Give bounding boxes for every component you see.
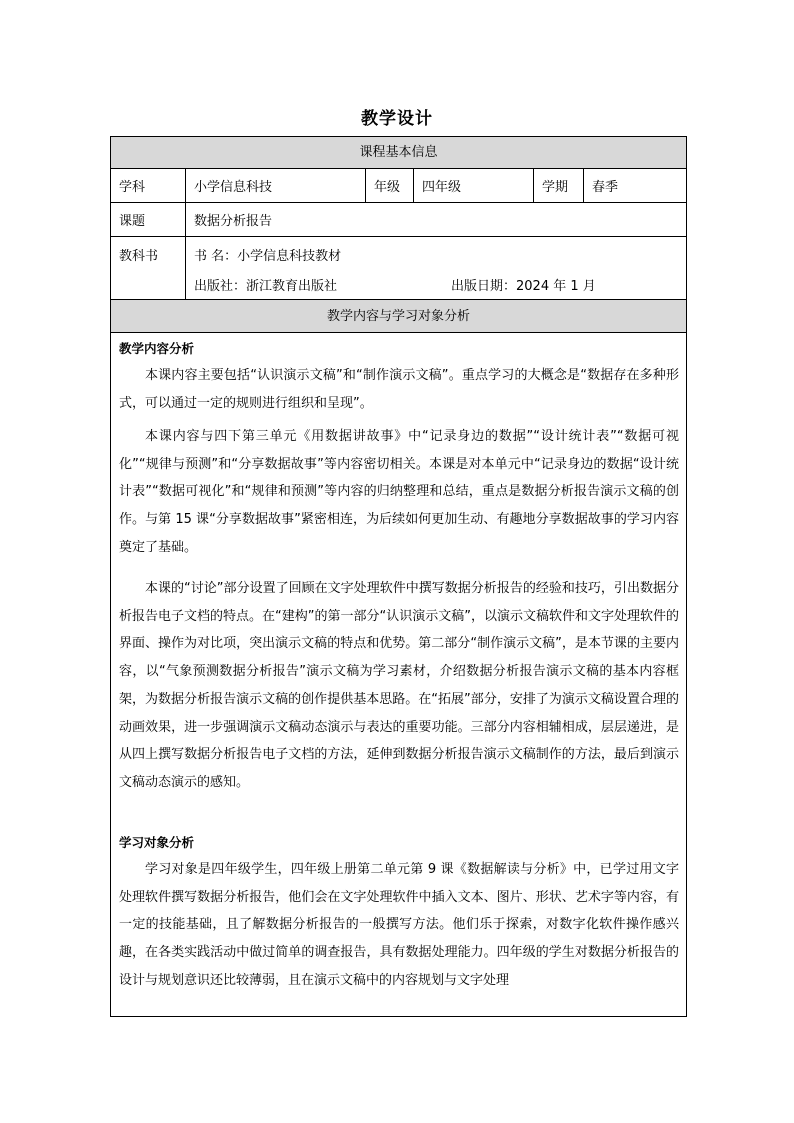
content-paragraph: 本课内容主要包括“认识演示文稿”和“制作演示文稿”。重点学习的大概念是“数据存在多种形式，可以通过一定的规则进行组织和呈现”。 [119,368,679,411]
content-analysis-heading: 教学内容分析 [119,341,195,356]
subject-value: 小学信息科技 [186,169,366,202]
topic-row [111,203,686,237]
lesson-plan-table [110,136,687,1017]
document-title: 教学设计 [361,109,433,129]
learner-analysis-heading: 学习对象分析 [119,835,195,850]
grade-label: 年级 [366,169,414,202]
content-paragraph: 本课的“讨论”部分设置了回顾在文字处理软件中撰写数据分析报告的经验和技巧，引出数据分析报告电子文档的特点。在“建构”的第一部分“认识演示文稿”，以演示文稿软件和文字处理软件的界面、操作为对比项，突出演示文稿的特点和优势。第二部分“制作演示文稿”，是本节课的主要内容，以“气象预测数据分析报告”演示文稿为学习素材，介绍数据分析报告演示文稿的基本内容框架，为数据分析报告演示文稿的创作提供基本思路。在“拓展”部分，安排了为演示文稿设置合理的动画效果，进一步强调演示文稿动态演示与表达的重要功能。三部分内容相辅相成，层层递进，是从四上撰写数据分析报告电子文档的方法，延伸到数据分析报告演示文稿制作的方法，最后到演示文稿动态演示的感知。 [119,581,679,790]
textbook-details [186,237,686,299]
analysis-content [111,333,686,1017]
content-paragraph: 本课内容与四下第三单元《用数据讲故事》中“记录身边的数据”“设计统计表”“数据可视化”“规律与预测”和“分享数据故事”等内容密切相关。本课是对本单元中“记录身边的数据“设计统计表”“数据可视化”和“规律和预测”等内容的归纳整理和总结，重点是数据分析报告演示文稿的创作。与第 15 课“分享数据故事”紧密相连，为后续如何更加生动、有趣地分享数据故事的学习内容奠定了基础。 [119,429,679,555]
publication-date-line: 出版日期：2024 年 1 月 [451,279,596,294]
topic-label: 课题 [111,203,186,236]
grade-value: 四年级 [414,169,534,202]
term-value: 春季 [592,180,619,195]
publisher-line: 出版社：浙江教育出版社 [194,279,338,294]
term-label: 学期 [534,169,584,202]
basic-info-header-row [111,137,686,169]
analysis-header: 教学内容与学习对象分析 [326,309,470,324]
basic-info-header: 课程基本信息 [359,145,438,160]
subject-row [111,169,686,203]
textbook-label: 教科书 [111,237,186,299]
textbook-row [111,237,686,300]
book-name-line: 书 名：小学信息科技教材 [194,249,342,264]
subject-label: 学科 [111,169,186,202]
learner-paragraph: 学习对象是四年级学生，四年级上册第二单元第 9 课《数据解读与分析》中，已学过用文字处理软件撰写数据分析报告，他们会在文字处理软件中插入文本、图片、形状、艺术字等内容，有一定的技能基础，且了解数据分析报告的一般撰写方法。他们乐于探索，对数字化软件操作感兴趣，在各类实践活动中做过简单的调查报告，具有数据处理能力。四年级的学生对数据分析报告的设计与规划意识还比较薄弱，且在演示文稿中的内容规划与文字处理 [119,862,679,988]
topic-value: 数据分析报告 [194,214,273,229]
analysis-header-row [111,300,686,333]
